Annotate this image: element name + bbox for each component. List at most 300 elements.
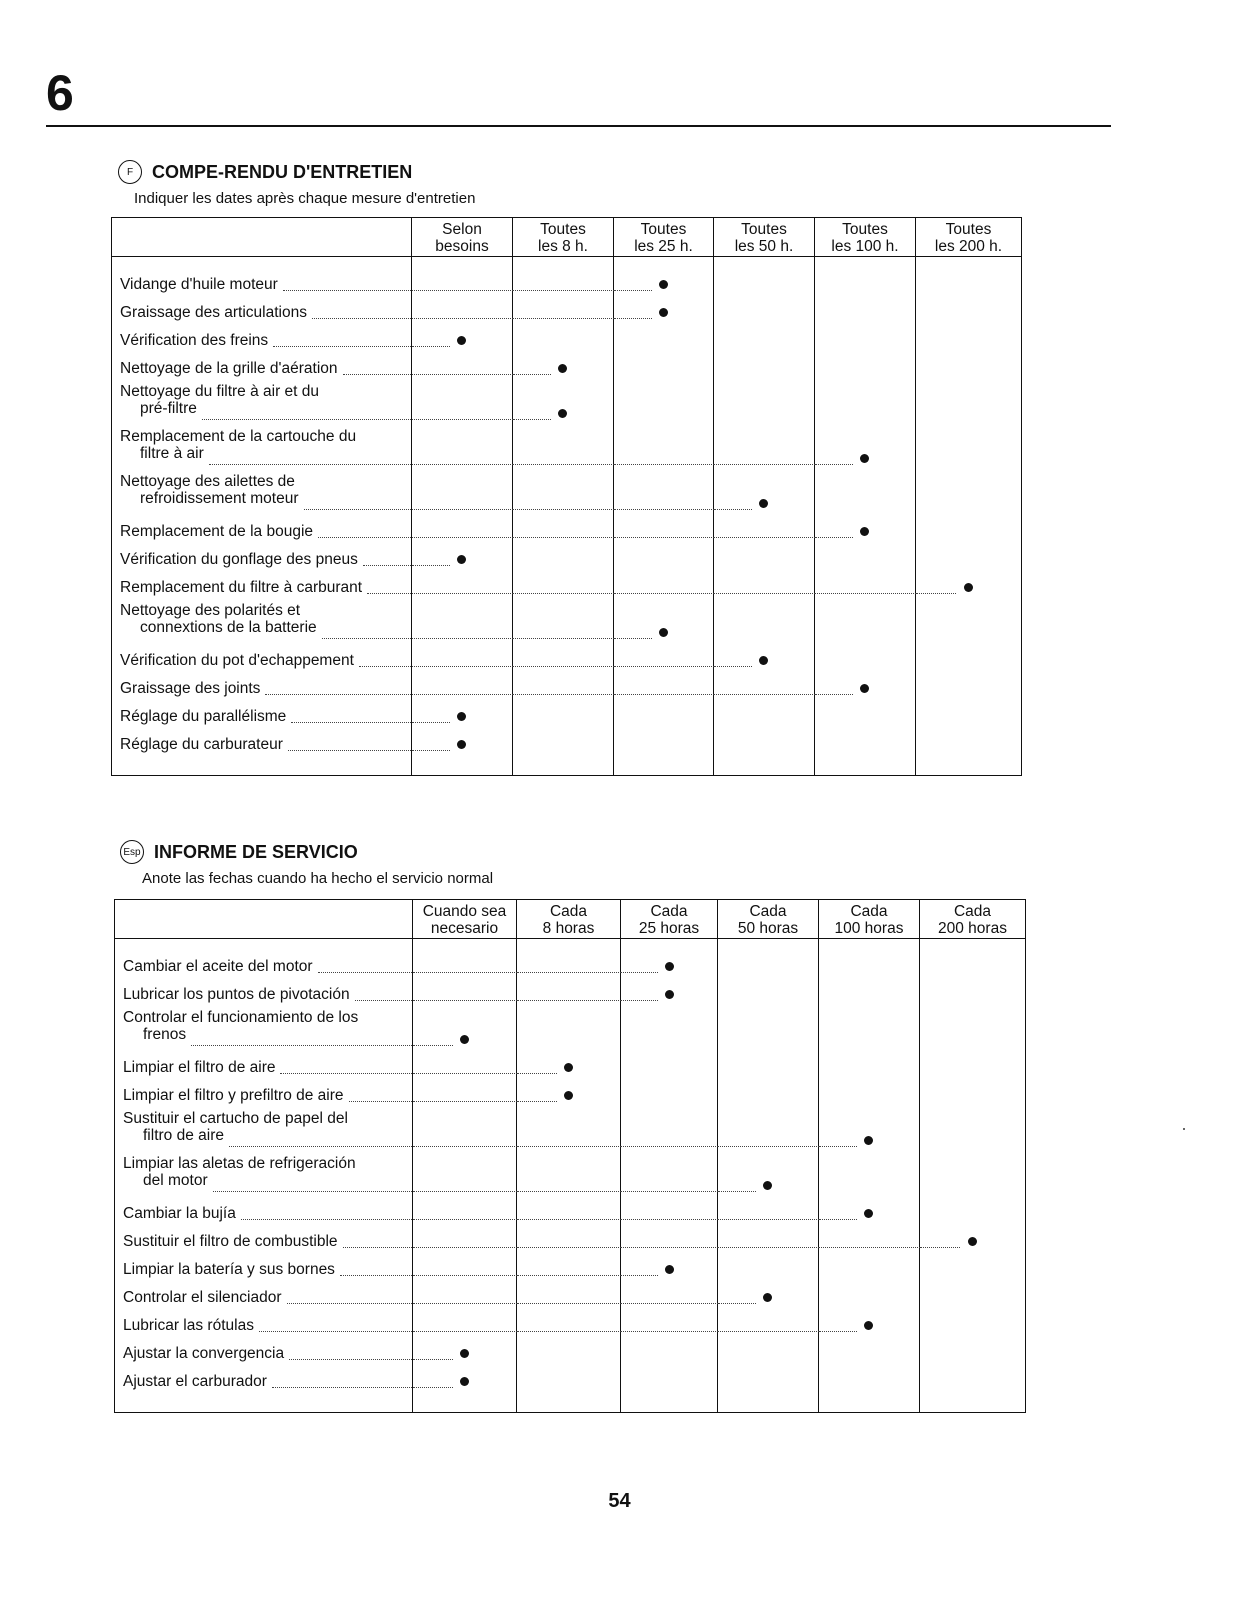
table-row — [115, 951, 1026, 979]
interval-bullet-icon — [564, 1091, 573, 1100]
schedule-cell — [517, 1052, 621, 1080]
schedule-cell — [517, 1310, 621, 1338]
interval-bullet-icon — [665, 962, 674, 971]
schedule-cell — [621, 1198, 718, 1226]
leader-dots — [517, 1101, 557, 1102]
schedule-cell — [621, 1366, 718, 1394]
es-section-subtitle: Anote las fechas cuando ha hecho el servicio normal — [142, 870, 494, 887]
column-header — [815, 218, 916, 257]
schedule-cell — [819, 1310, 920, 1338]
schedule-cell — [517, 1282, 621, 1310]
task-label-line: frenos — [143, 1026, 187, 1043]
schedule-cell — [621, 1052, 718, 1080]
leader-dots — [280, 1073, 412, 1074]
table-row — [112, 426, 1022, 471]
leader-dots — [714, 666, 752, 667]
leader-dots — [513, 419, 551, 420]
header-task-cell — [112, 218, 412, 257]
schedule-cell — [614, 381, 714, 426]
interval-bullet-icon — [659, 308, 668, 317]
schedule-cell — [621, 1338, 718, 1366]
schedule-cell — [920, 1282, 1026, 1310]
leader-dots — [614, 464, 714, 465]
leader-dots — [413, 1219, 517, 1220]
interval-bullet-icon — [457, 555, 466, 564]
leader-dots — [413, 1387, 453, 1388]
task-label-line: Sustituir el cartucho de papel del — [123, 1110, 348, 1127]
schedule-cell — [413, 1153, 517, 1198]
task-label-line: Remplacement de la bougie — [120, 523, 314, 540]
leader-dots — [359, 666, 411, 667]
schedule-cell — [621, 1282, 718, 1310]
task-label — [112, 600, 412, 645]
task-label-line: Lubricar las rótulas — [123, 1317, 254, 1334]
table-row — [112, 471, 1022, 516]
leader-dots — [322, 638, 411, 639]
leader-dots — [621, 1191, 718, 1192]
task-label — [112, 645, 412, 673]
interval-bullet-icon — [460, 1377, 469, 1386]
leader-dots — [815, 537, 853, 538]
schedule-cell — [718, 1108, 819, 1153]
language-badge-icon: Esp — [120, 840, 144, 864]
column-header — [920, 900, 1026, 939]
schedule-cell — [513, 353, 614, 381]
schedule-cell — [815, 325, 916, 353]
task-label — [115, 951, 413, 979]
task-label — [115, 1007, 413, 1052]
table-row — [115, 1366, 1026, 1394]
schedule-cell — [413, 1007, 517, 1052]
schedule-cell — [614, 269, 714, 297]
fr-section-header — [118, 160, 475, 207]
schedule-cell — [916, 673, 1022, 701]
leader-dots — [349, 1101, 412, 1102]
column-header-line: 100 horas — [834, 920, 904, 937]
schedule-cell — [819, 1254, 920, 1282]
schedule-cell — [718, 1007, 819, 1052]
leader-dots — [343, 1247, 412, 1248]
leader-dots — [517, 1331, 621, 1332]
leader-dots — [819, 1247, 920, 1248]
schedule-cell — [714, 297, 815, 325]
schedule-cell — [513, 572, 614, 600]
leader-dots — [343, 374, 411, 375]
task-label-line: refroidissement moteur — [140, 490, 299, 507]
leader-dots — [621, 1219, 718, 1220]
schedule-cell — [718, 1226, 819, 1254]
schedule-cell — [413, 1338, 517, 1366]
table-row — [115, 1052, 1026, 1080]
schedule-cell — [718, 1310, 819, 1338]
leader-dots — [718, 1146, 819, 1147]
task-label-line: Nettoyage de la grille d'aération — [120, 360, 338, 377]
schedule-cell — [718, 1338, 819, 1366]
leader-dots — [513, 593, 614, 594]
es-maintenance-table — [114, 899, 1026, 1413]
schedule-cell — [714, 516, 815, 544]
schedule-cell — [718, 1282, 819, 1310]
table-row — [115, 1254, 1026, 1282]
leader-dots — [213, 1191, 412, 1192]
column-header-line: Toutes — [540, 221, 586, 238]
table-row — [115, 1198, 1026, 1226]
column-header-line: 25 horas — [638, 920, 700, 937]
task-label-line: Remplacement du filtre à carburant — [120, 579, 363, 596]
interval-bullet-icon — [763, 1181, 772, 1190]
leader-dots — [714, 593, 815, 594]
schedule-cell — [614, 645, 714, 673]
schedule-cell — [513, 544, 614, 572]
table-row — [112, 297, 1022, 325]
leader-dots — [714, 537, 815, 538]
task-label-line: Nettoyage du filtre à air et du — [120, 383, 320, 400]
task-label — [112, 325, 412, 353]
column-header — [517, 900, 621, 939]
table-row — [112, 600, 1022, 645]
leader-dots — [272, 1387, 412, 1388]
task-label-line: Vérification du pot d'echappement — [120, 652, 354, 669]
schedule-cell — [614, 353, 714, 381]
leader-dots — [318, 972, 412, 973]
interval-bullet-icon — [860, 527, 869, 536]
leader-dots — [614, 318, 652, 319]
table-row — [115, 1108, 1026, 1153]
schedule-cell — [513, 645, 614, 673]
schedule-cell — [614, 673, 714, 701]
leader-dots — [819, 1146, 857, 1147]
leader-dots — [718, 1331, 819, 1332]
column-header-line: Cada — [953, 903, 992, 920]
leader-dots — [340, 1275, 412, 1276]
schedule-cell — [920, 1153, 1026, 1198]
task-label-line: Sustituir el filtro de combustible — [123, 1233, 338, 1250]
column-header-line: Cada — [850, 903, 888, 920]
table-row — [115, 979, 1026, 1007]
schedule-cell — [718, 1080, 819, 1108]
schedule-cell — [412, 426, 513, 471]
schedule-cell — [714, 353, 815, 381]
schedule-cell — [714, 471, 815, 516]
leader-dots — [517, 1219, 621, 1220]
leader-dots — [412, 464, 513, 465]
task-label-line: Controlar el funcionamiento de los — [123, 1009, 359, 1026]
leader-dots — [312, 318, 411, 319]
table-row — [112, 701, 1022, 729]
schedule-cell — [920, 1198, 1026, 1226]
schedule-cell — [621, 951, 718, 979]
leader-dots — [517, 1303, 621, 1304]
schedule-cell — [714, 325, 815, 353]
schedule-cell — [815, 297, 916, 325]
schedule-cell — [815, 269, 916, 297]
schedule-cell — [815, 516, 916, 544]
task-label-line: Controlar el silenciador — [123, 1289, 282, 1306]
schedule-cell — [517, 1108, 621, 1153]
es-section-header — [120, 840, 493, 887]
task-label-line: Ajustar la convergencia — [123, 1345, 285, 1362]
schedule-cell — [916, 729, 1022, 757]
task-label-line: Limpiar el filtro de aire — [123, 1059, 276, 1076]
leader-dots — [412, 509, 513, 510]
leader-dots — [291, 722, 411, 723]
task-label-line: Limpiar el filtro y prefiltro de aire — [123, 1087, 344, 1104]
column-header-line: Selon — [442, 221, 482, 238]
schedule-cell — [815, 600, 916, 645]
schedule-cell — [920, 1310, 1026, 1338]
leader-dots — [714, 464, 815, 465]
interval-bullet-icon — [964, 583, 973, 592]
task-label — [115, 1310, 413, 1338]
interval-bullet-icon — [763, 1293, 772, 1302]
chapter-number: 6 — [46, 65, 74, 121]
column-header-line: Cuando sea — [422, 903, 507, 920]
leader-dots — [413, 1275, 517, 1276]
leader-dots — [209, 464, 411, 465]
task-label-line: Nettoyage des polarités et — [120, 602, 301, 619]
column-header-line: Cada — [749, 903, 787, 920]
schedule-cell — [916, 600, 1022, 645]
header-task-cell — [115, 900, 413, 939]
schedule-cell — [815, 544, 916, 572]
interval-bullet-icon — [457, 712, 466, 721]
leader-dots — [517, 972, 621, 973]
task-label-line: Remplacement de la cartouche du — [120, 428, 357, 445]
schedule-cell — [714, 381, 815, 426]
interval-bullet-icon — [860, 454, 869, 463]
schedule-cell — [412, 516, 513, 544]
schedule-cell — [815, 729, 916, 757]
schedule-cell — [413, 1254, 517, 1282]
task-label — [115, 1198, 413, 1226]
schedule-cell — [815, 645, 916, 673]
leader-dots — [614, 666, 714, 667]
column-header — [413, 900, 517, 939]
schedule-cell — [714, 645, 815, 673]
leader-dots — [413, 1101, 517, 1102]
schedule-cell — [614, 729, 714, 757]
schedule-cell — [920, 1080, 1026, 1108]
interval-bullet-icon — [564, 1063, 573, 1072]
interval-bullet-icon — [659, 628, 668, 637]
leader-dots — [517, 1191, 621, 1192]
schedule-cell — [819, 1108, 920, 1153]
table-row — [112, 544, 1022, 572]
leader-dots — [621, 1303, 718, 1304]
schedule-cell — [517, 1366, 621, 1394]
column-header-line: necesario — [430, 920, 499, 937]
schedule-cell — [920, 1108, 1026, 1153]
leader-dots — [283, 290, 411, 291]
task-label-line: Vérification du gonflage des pneus — [120, 551, 358, 568]
leader-dots — [517, 1073, 557, 1074]
leader-dots — [287, 1303, 412, 1304]
page-number: 54 — [608, 1490, 631, 1512]
schedule-cell — [819, 1153, 920, 1198]
schedule-cell — [920, 1052, 1026, 1080]
schedule-cell — [621, 1153, 718, 1198]
task-label — [115, 1282, 413, 1310]
schedule-cell — [413, 1198, 517, 1226]
column-header-line: les 50 h. — [734, 238, 794, 255]
task-label — [112, 269, 412, 297]
leader-dots — [363, 565, 411, 566]
fr-maintenance-table — [111, 217, 1022, 776]
interval-bullet-icon — [558, 364, 567, 373]
task-label — [112, 729, 412, 757]
leader-dots — [718, 1191, 756, 1192]
leader-dots — [513, 290, 614, 291]
leader-dots — [513, 666, 614, 667]
task-label — [112, 516, 412, 544]
leader-dots — [412, 419, 513, 420]
schedule-cell — [517, 1338, 621, 1366]
table-row — [115, 1007, 1026, 1052]
leader-dots — [614, 593, 714, 594]
schedule-cell — [815, 426, 916, 471]
leader-dots — [819, 1331, 857, 1332]
schedule-cell — [815, 673, 916, 701]
schedule-cell — [621, 1007, 718, 1052]
leader-dots — [412, 290, 513, 291]
leader-dots — [513, 509, 614, 510]
task-label-line: Réglage du parallélisme — [120, 708, 287, 725]
leader-dots — [916, 593, 956, 594]
leader-dots — [513, 318, 614, 319]
schedule-cell — [819, 1226, 920, 1254]
schedule-cell — [517, 1007, 621, 1052]
schedule-cell — [815, 701, 916, 729]
schedule-cell — [916, 353, 1022, 381]
leader-dots — [413, 1303, 517, 1304]
leader-dots — [513, 537, 614, 538]
table-row — [115, 1310, 1026, 1338]
schedule-cell — [513, 729, 614, 757]
leader-dots — [191, 1045, 412, 1046]
column-header-line: Toutes — [842, 221, 888, 238]
leader-dots — [517, 1275, 621, 1276]
task-label-line: filtro de aire — [143, 1127, 224, 1144]
task-label — [112, 572, 412, 600]
schedule-cell — [621, 1108, 718, 1153]
schedule-cell — [916, 426, 1022, 471]
leader-dots — [513, 638, 614, 639]
task-label — [115, 1366, 413, 1394]
schedule-cell — [517, 951, 621, 979]
task-label — [115, 1108, 413, 1153]
task-label-line: Réglage du carburateur — [120, 736, 283, 753]
column-header-line: Toutes — [741, 221, 787, 238]
column-header-line: Cada — [650, 903, 688, 920]
schedule-cell — [517, 1153, 621, 1198]
schedule-cell — [412, 645, 513, 673]
leader-dots — [412, 537, 513, 538]
leader-dots — [718, 1219, 819, 1220]
column-header-line: Toutes — [945, 221, 992, 238]
task-label — [115, 1153, 413, 1198]
schedule-cell — [718, 1366, 819, 1394]
schedule-cell — [614, 701, 714, 729]
column-header-line: 200 horas — [938, 920, 1007, 937]
interval-bullet-icon — [665, 990, 674, 999]
schedule-cell — [920, 1226, 1026, 1254]
interval-bullet-icon — [864, 1136, 873, 1145]
leader-dots — [412, 666, 513, 667]
schedule-cell — [614, 297, 714, 325]
leader-dots — [815, 464, 853, 465]
leader-dots — [920, 1247, 960, 1248]
leader-dots — [412, 722, 450, 723]
column-header-line: Cada — [549, 903, 588, 920]
task-label — [115, 979, 413, 1007]
leader-dots — [517, 1247, 621, 1248]
leader-dots — [413, 1073, 517, 1074]
schedule-cell — [920, 979, 1026, 1007]
task-label — [112, 471, 412, 516]
leader-dots — [513, 374, 551, 375]
table-row — [112, 645, 1022, 673]
schedule-cell — [714, 729, 815, 757]
schedule-cell — [916, 297, 1022, 325]
schedule-cell — [714, 572, 815, 600]
table-row — [112, 673, 1022, 701]
schedule-cell — [718, 1254, 819, 1282]
schedule-cell — [413, 1282, 517, 1310]
leader-dots — [621, 1275, 658, 1276]
schedule-cell — [513, 381, 614, 426]
leader-dots — [241, 1219, 412, 1220]
schedule-cell — [916, 645, 1022, 673]
task-label-line: del motor — [143, 1172, 208, 1189]
task-label — [112, 381, 412, 426]
schedule-cell — [819, 979, 920, 1007]
schedule-cell — [413, 1108, 517, 1153]
task-label-line: Limpiar las aletas de refrigeración — [123, 1155, 356, 1172]
task-label — [115, 1080, 413, 1108]
schedule-cell — [614, 426, 714, 471]
column-header-line: les 25 h. — [634, 238, 693, 255]
schedule-cell — [412, 269, 513, 297]
task-label-line: Vidange d'huile moteur — [120, 276, 278, 293]
column-header — [412, 218, 513, 257]
leader-dots — [621, 1000, 658, 1001]
schedule-cell — [614, 325, 714, 353]
table-row — [112, 729, 1022, 757]
schedule-cell — [621, 1254, 718, 1282]
schedule-cell — [916, 516, 1022, 544]
schedule-cell — [718, 979, 819, 1007]
table-row — [112, 381, 1022, 426]
schedule-cell — [916, 572, 1022, 600]
task-label-line: filtre à air — [140, 445, 204, 462]
interval-bullet-icon — [665, 1265, 674, 1274]
leader-dots — [413, 1331, 517, 1332]
leader-dots — [202, 419, 411, 420]
interval-bullet-icon — [659, 280, 668, 289]
column-header — [621, 900, 718, 939]
schedule-cell — [517, 1254, 621, 1282]
column-header-line: Toutes — [640, 221, 687, 238]
schedule-cell — [517, 1198, 621, 1226]
schedule-cell — [714, 269, 815, 297]
leader-dots — [412, 694, 513, 695]
schedule-cell — [412, 701, 513, 729]
schedule-cell — [513, 600, 614, 645]
task-label — [112, 353, 412, 381]
schedule-cell — [614, 516, 714, 544]
schedule-cell — [621, 1310, 718, 1338]
schedule-cell — [819, 1007, 920, 1052]
